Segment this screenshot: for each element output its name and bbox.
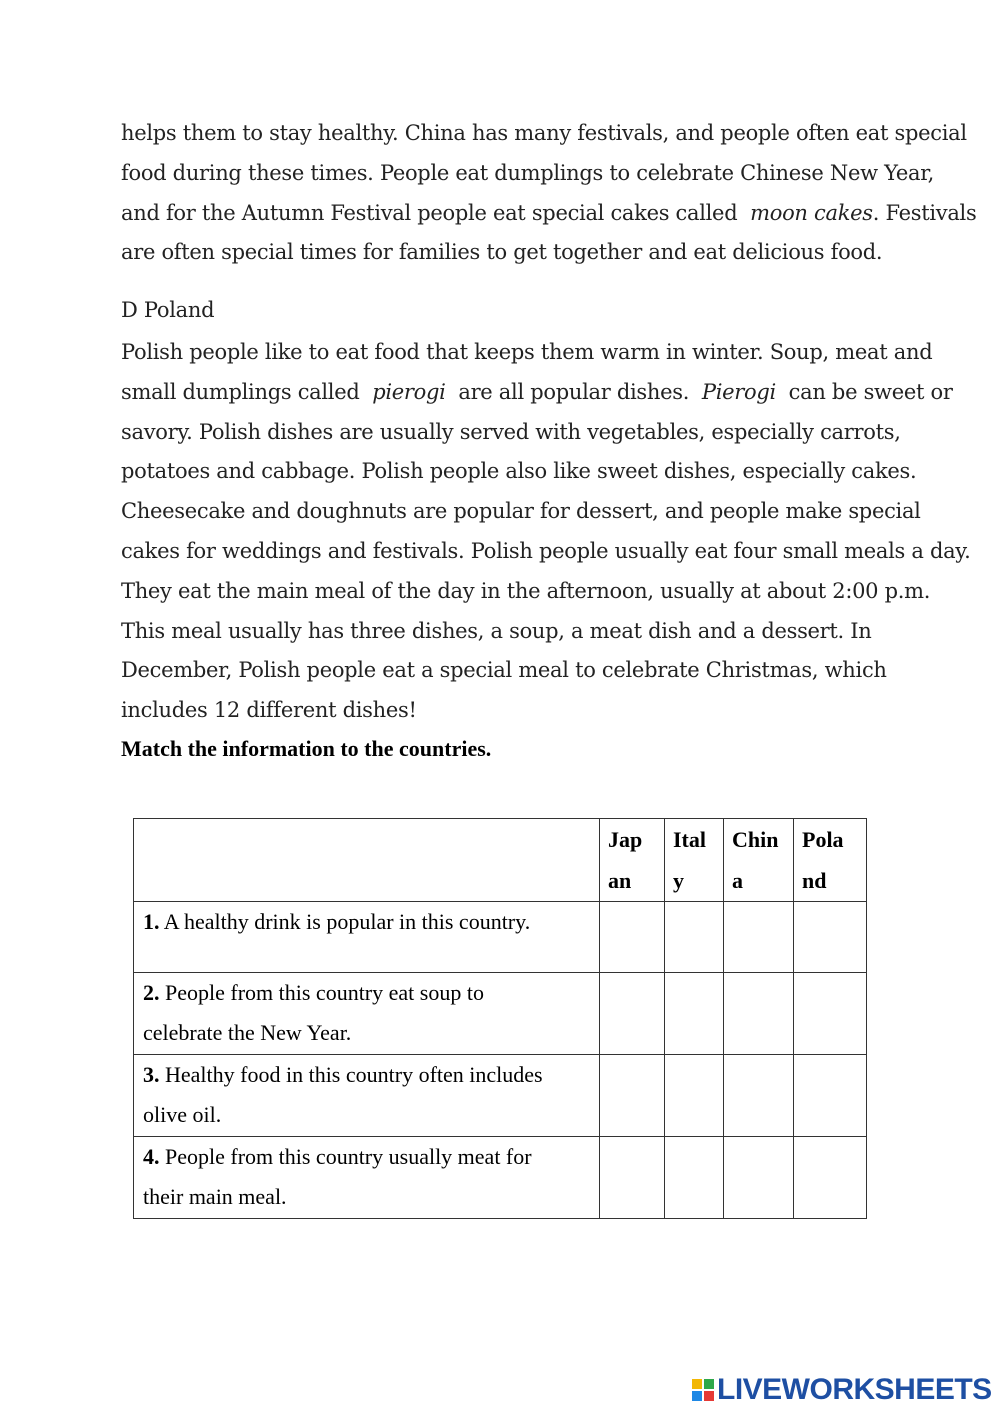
column-header-poland xyxy=(794,819,867,902)
logo-block xyxy=(704,1379,714,1389)
intro-line-2: food during these times. People eat dumplings to celebrate Chinese New Year, xyxy=(121,160,935,185)
question-text-3b: olive oil. xyxy=(143,1102,222,1127)
answer-cell-3-italy[interactable] xyxy=(665,1055,724,1137)
poland-line-3: savory. Polish dishes are usually served with vegetables, especially carrots, xyxy=(121,419,901,444)
column-header-poland-2: nd xyxy=(802,868,827,893)
question-cell-1 xyxy=(134,902,600,973)
question-text-4b: their main meal. xyxy=(143,1184,287,1209)
logo-blocks-icon xyxy=(692,1379,714,1401)
poland-line-2-c: can be sweet or xyxy=(788,379,953,404)
answer-cell-2-japan[interactable] xyxy=(600,973,665,1055)
intro-line-3-end: . Festivals xyxy=(872,200,977,225)
table-row xyxy=(134,973,867,1055)
column-header-china-1: Chin xyxy=(732,827,779,852)
logo-block xyxy=(692,1391,702,1401)
column-header-italy xyxy=(665,819,724,902)
logo-text: LIVEWORKSHEETS xyxy=(717,1373,992,1406)
question-text-3a: Healthy food in this country often includes xyxy=(159,1062,543,1087)
poland-line-2 xyxy=(121,373,953,413)
poland-line-7: They eat the main meal of the day in the afternoon, usually at about 2:00 p.m. xyxy=(121,578,931,603)
poland-line-4: potatoes and cabbage. Polish people also like sweet dishes, especially cakes. xyxy=(121,459,917,484)
answer-cell-2-poland[interactable] xyxy=(794,973,867,1055)
answer-cell-1-china[interactable] xyxy=(724,902,794,973)
pierogi-term: pierogi xyxy=(372,379,446,404)
instruction-text: Match the information to the countries. xyxy=(121,736,492,761)
answer-cell-4-japan[interactable] xyxy=(600,1137,665,1219)
table-header-row xyxy=(134,819,867,902)
question-text-4a: People from this country usually meat for xyxy=(159,1144,532,1169)
answer-cell-4-china[interactable] xyxy=(724,1137,794,1219)
intro-line-3-text: and for the Autumn Festival people eat special cakes called xyxy=(121,200,738,225)
intro-line-4: are often special times for families to get together and eat delicious food. xyxy=(121,240,883,265)
poland-line-5: Cheesecake and doughnuts are popular for dessert, and people make special xyxy=(121,499,921,524)
question-number-1: 1. xyxy=(143,909,160,934)
question-cell-2 xyxy=(134,973,600,1055)
question-number-3: 3. xyxy=(143,1062,160,1087)
answer-cell-2-italy[interactable] xyxy=(665,973,724,1055)
intro-line-1: helps them to stay healthy. China has many festivals, and people often eat special xyxy=(121,121,967,145)
column-header-italy-2: y xyxy=(673,868,684,893)
intro-paragraph xyxy=(121,114,977,273)
header-empty-cell xyxy=(134,819,600,902)
poland-line-2-b: are all popular dishes. xyxy=(458,379,690,404)
pierogi-term-2: Pierogi xyxy=(701,379,776,404)
question-text-2a: People from this country eat soup to xyxy=(159,980,484,1005)
answer-cell-3-japan[interactable] xyxy=(600,1055,665,1137)
column-header-japan-1: Jap xyxy=(608,827,643,852)
poland-line-9: December, Polish people eat a special meal to celebrate Christmas, which xyxy=(121,658,887,683)
liveworksheets-logo xyxy=(692,1374,992,1406)
question-cell-3 xyxy=(134,1055,600,1137)
answer-cell-3-china[interactable] xyxy=(724,1055,794,1137)
answer-cell-2-china[interactable] xyxy=(724,973,794,1055)
intro-line-3 xyxy=(121,194,977,234)
question-text-2b: celebrate the New Year. xyxy=(143,1020,352,1045)
answer-cell-1-japan[interactable] xyxy=(600,902,665,973)
table-row xyxy=(134,902,867,973)
moon-cakes-term: moon cakes xyxy=(750,200,873,225)
column-header-china xyxy=(724,819,794,902)
poland-line-2-a: small dumplings called xyxy=(121,379,360,404)
column-header-japan-2: an xyxy=(608,868,632,893)
question-text-1: A healthy drink is popular in this country. xyxy=(159,909,531,934)
poland-paragraph xyxy=(121,333,971,731)
logo-block xyxy=(704,1391,714,1401)
question-number-4: 4. xyxy=(143,1144,160,1169)
answer-cell-4-italy[interactable] xyxy=(665,1137,724,1219)
answer-cell-1-poland[interactable] xyxy=(794,902,867,973)
column-header-japan xyxy=(600,819,665,902)
poland-line-10: includes 12 different dishes! xyxy=(121,698,417,723)
answer-cell-4-poland[interactable] xyxy=(794,1137,867,1219)
answer-cell-3-poland[interactable] xyxy=(794,1055,867,1137)
poland-line-6: cakes for weddings and festivals. Polish people usually eat four small meals a day. xyxy=(121,538,971,563)
column-header-italy-1: Ital xyxy=(673,827,706,852)
answer-cell-1-italy[interactable] xyxy=(665,902,724,973)
column-header-poland-1: Pola xyxy=(802,827,844,852)
section-heading-poland: D Poland xyxy=(121,298,215,322)
question-number-2: 2. xyxy=(143,980,160,1005)
logo-block xyxy=(692,1379,702,1389)
table-row xyxy=(134,1055,867,1137)
matching-table xyxy=(133,818,867,1219)
column-header-china-2: a xyxy=(732,868,743,893)
poland-line-8: This meal usually has three dishes, a soup, a meat dish and a dessert. In xyxy=(121,618,872,643)
poland-line-1: Polish people like to eat food that keeps them warm in winter. Soup, meat and xyxy=(121,340,933,364)
question-cell-4 xyxy=(134,1137,600,1219)
table-row xyxy=(134,1137,867,1219)
